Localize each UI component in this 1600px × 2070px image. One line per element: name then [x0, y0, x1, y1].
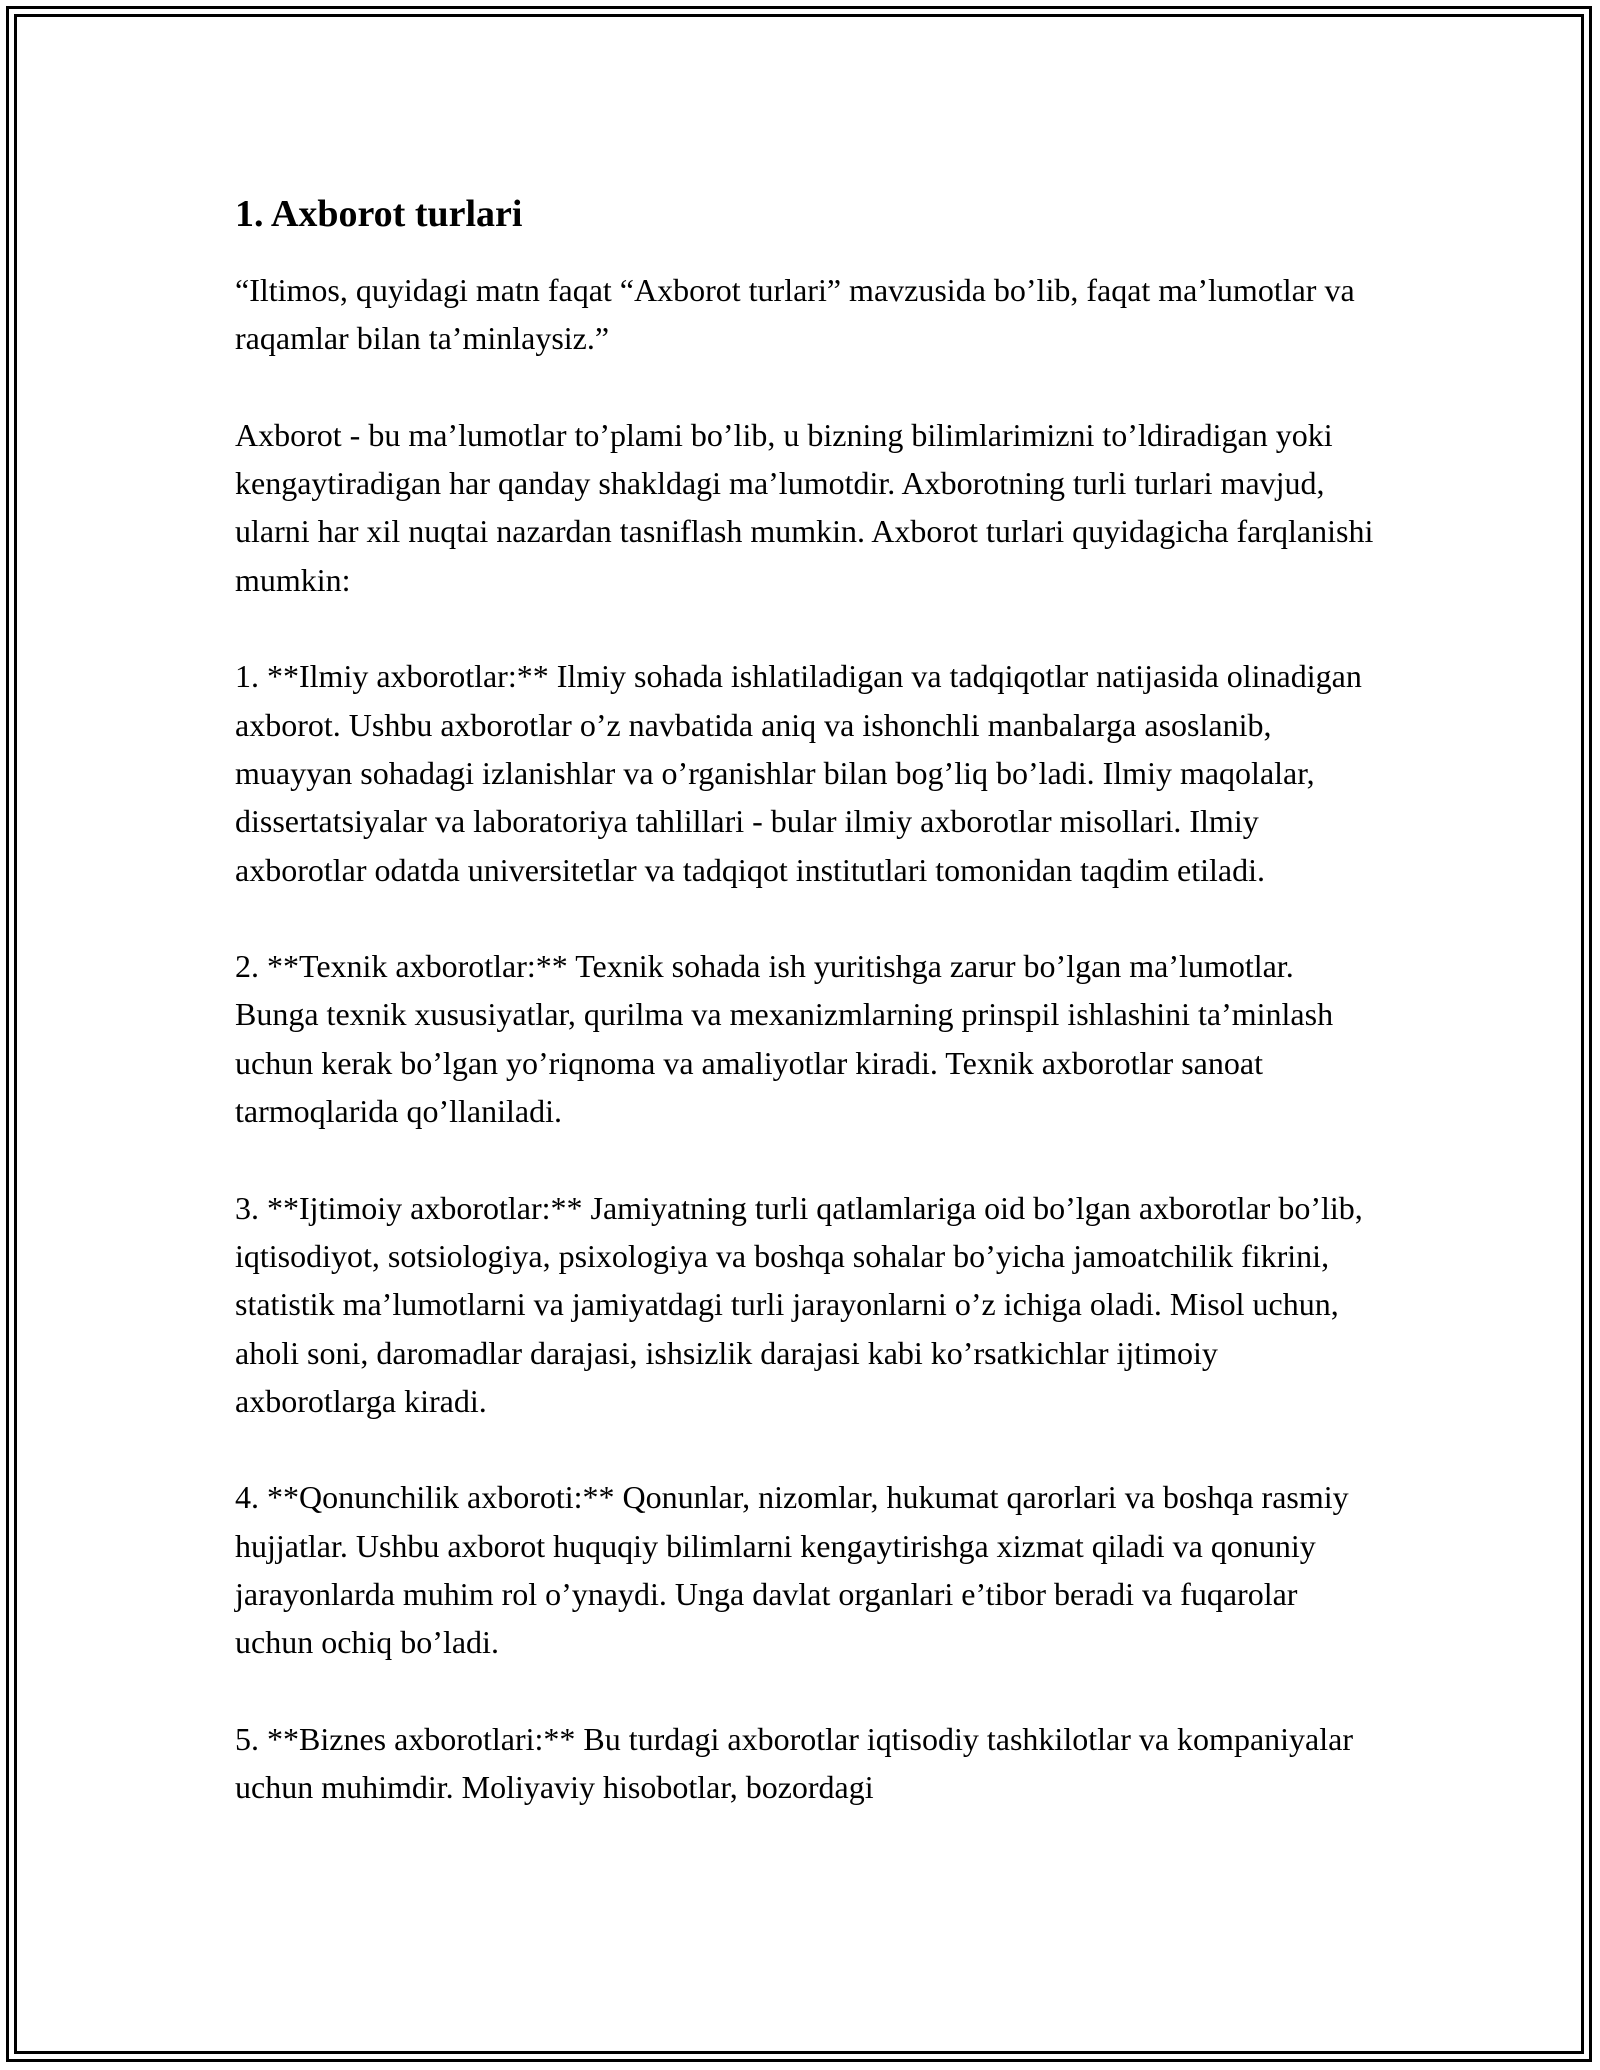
list-item-scientific: 1. **Ilmiy axborotlar:** Ilmiy sohada ishlatiladigan va tadqiqotlar natijasida olinadigan axborot. Ushbu axborotlar o’z navbatida aniq va ishonchli manbalarga asoslanib, muayyan sohadagi izlanishlar va o’rganishlar bilan bog’liq bo’ladi. Ilmiy maqolalar, dissertatsiyalar va laboratoriya tahlillari - bular ilmiy axborotlar misollari. Ilmiy axborotlar odatda universitetlar va tadqiqot institutlari tomonidan taqdim etiladi. [235, 658, 1362, 888]
list-item-technical: 2. **Texnik axborotlar:** Texnik sohada ish yuritishga zarur bo’lgan ma’lumotlar. Bunga texnik xususiyatlar, qurilma va mexanizmlarning prinspil ishlashini ta’minlash uchun kerak bo’lgan yo’riqnoma va amaliyotlar kiradi. Texnik axborotlar sanoat tarmoqlarida qo’llaniladi. [235, 948, 1334, 1130]
list-item-social: 3. **Ijtimoiy axborotlar:** Jamiyatning turli qatlamlariga oid bo’lgan axborotlar bo’lib, iqtisodiyot, sotsiologiya, psixologiya va boshqa sohalar bo’yicha jamoatchilik fikrini, statistik ma’lumotlarni va jamiyatdagi turli jarayonlarni o’z ichiga oladi. Misol uchun, aholi soni, daromadlar darajasi, ishsizlik darajasi kabi ko’rsatkichlar ijtimoiy axborotlarga kiradi. [235, 1189, 1363, 1419]
document-title: 1. Axborot turlari [235, 193, 523, 235]
document-body [235, 180, 1375, 1860]
list-item-business: 5. **Biznes axborotlari:** Bu turdagi axborotlar iqtisodiy tashkilotlar va kompaniyalar uchun muhimdir. Moliyaviy hisobotlar, bozordagi [235, 1720, 1353, 1806]
definition-paragraph: Axborot - bu ma’lumotlar to’plami bo’lib, u bizning bilimlarimizni to’ldiradigan yoki kengaytiradigan har qanday shakldagi ma’lumotdir. Axborotning turli turlari mavjud, ularni har xil nuqtai nazardan tasniflash mumkin. Axborot turlari quyidagicha farqlanishi mumkin: [235, 416, 1374, 598]
list-item-legislative: 4. **Qonunchilik axboroti:** Qonunlar, nizomlar, hukumat qarorlari va boshqa rasmiy hujjatlar. Ushbu axborot huquqiy bilimlarni kengaytirishga xizmat qiladi va qonuniy jarayonlarda muhim rol o’ynaydi. Unga davlat organlari e’tibor beradi va fuqarolar uchun ochiq bo’ladi. [235, 1479, 1349, 1661]
intro-quote-paragraph: “Iltimos, quyidagi matn faqat “Axborot turlari” mavzusida bo’lib, faqat ma’lumotlar va raqamlar bilan ta’minlaysiz.” [235, 272, 1355, 357]
